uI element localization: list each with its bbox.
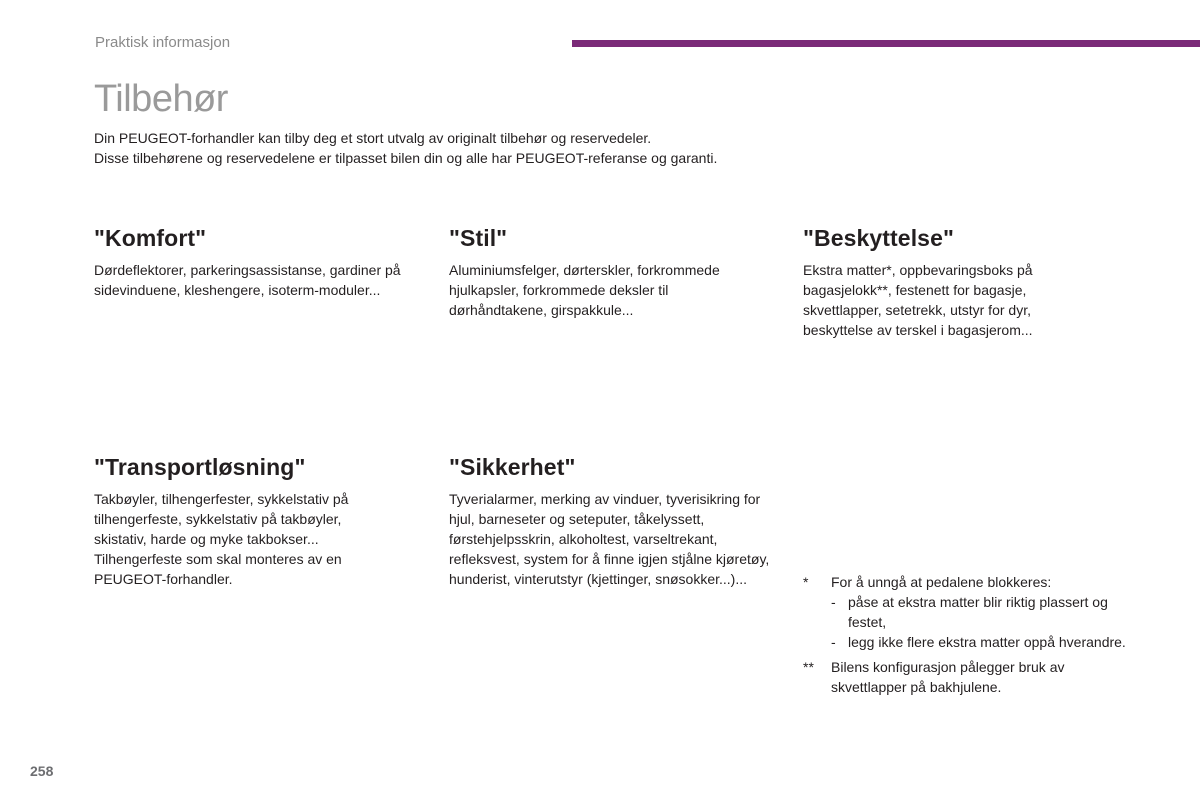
footnote (803, 572, 1133, 652)
section-text: Ekstra matter*, oppbevaringsboks på bagasjelokk**, festenett for bagasje, skvettlapper, setetrekk, utstyr for dyr, beskyttelse av terskel i bagasjerom... (803, 262, 1033, 338)
section-stil (449, 224, 769, 320)
header-section-label: Praktisk informasjon (95, 34, 231, 51)
section-text: Tyverialarmer, merking av vinduer, tyverisikring for hjul, barneseter og seteputer, tåkelyssett, førstehjelpsskrin, alkoholtest, varseltrekant, refleksvest, system for å finne igjen stjålne kjøretøy, hunderist, vinterutstyr (kjettinger, snøsokker...)... (449, 491, 770, 587)
footnote-list-item (831, 592, 1133, 632)
section-text: Dørdeflektorer, parkeringsassistanse, gardiner på sidevinduene, kleshengere, isoterm-moduler... (94, 262, 401, 298)
footnote-marker: ** (803, 659, 814, 675)
page-title: Tilbehør (94, 78, 228, 120)
section-beskyttelse (803, 224, 1093, 340)
list-dash: - (831, 594, 836, 610)
intro-line: Din PEUGEOT-forhandler kan tilby deg et stort utvalg av originalt tilbehør og reservedeler. (94, 130, 652, 146)
footnote-list-text: legg ikke flere ekstra matter oppå hverandre. (848, 634, 1126, 650)
section-komfort (94, 224, 429, 300)
header-accent-bar (572, 40, 1200, 47)
footnote-text: For å unngå at pedalene blokkeres: (831, 574, 1052, 590)
section-heading: "Beskyttelse" (803, 225, 954, 251)
section-sikkerhet (449, 453, 779, 589)
section-text: Takbøyler, tilhengerfester, sykkelstativ på tilhengerfeste, sykkelstativ på takbøyler, skistativ, harde og myke takbokser... Tilhengerfeste som skal monteres av en PEUGEOT-forhandler. (94, 491, 349, 587)
footnote-marker: * (803, 574, 809, 590)
section-transportlosning (94, 453, 394, 589)
section-heading: "Stil" (449, 225, 508, 251)
intro-line: Disse tilbehørene og reservedelene er tilpasset bilen din og alle har PEUGEOT-referanse og garanti. (94, 150, 718, 166)
footnote-list-text: påse at ekstra matter blir riktig plassert og festet, (848, 594, 1108, 630)
footnotes (803, 572, 1133, 697)
footnote (803, 657, 1133, 697)
footnote-text: Bilens konfigurasjon pålegger bruk av skvettlapper på bakhjulene. (831, 659, 1065, 695)
section-text: Aluminiumsfelger, dørterskler, forkrommede hjulkapsler, forkrommede deksler til dørhåndtakene, girspakkule... (449, 262, 720, 318)
section-heading: "Sikkerhet" (449, 454, 576, 480)
intro-paragraph (94, 128, 994, 168)
page-number: 258 (30, 763, 54, 779)
section-heading: "Transportløsning" (94, 454, 306, 480)
section-heading: "Komfort" (94, 225, 207, 251)
list-dash: - (831, 634, 836, 650)
footnote-list-item (831, 632, 1133, 652)
